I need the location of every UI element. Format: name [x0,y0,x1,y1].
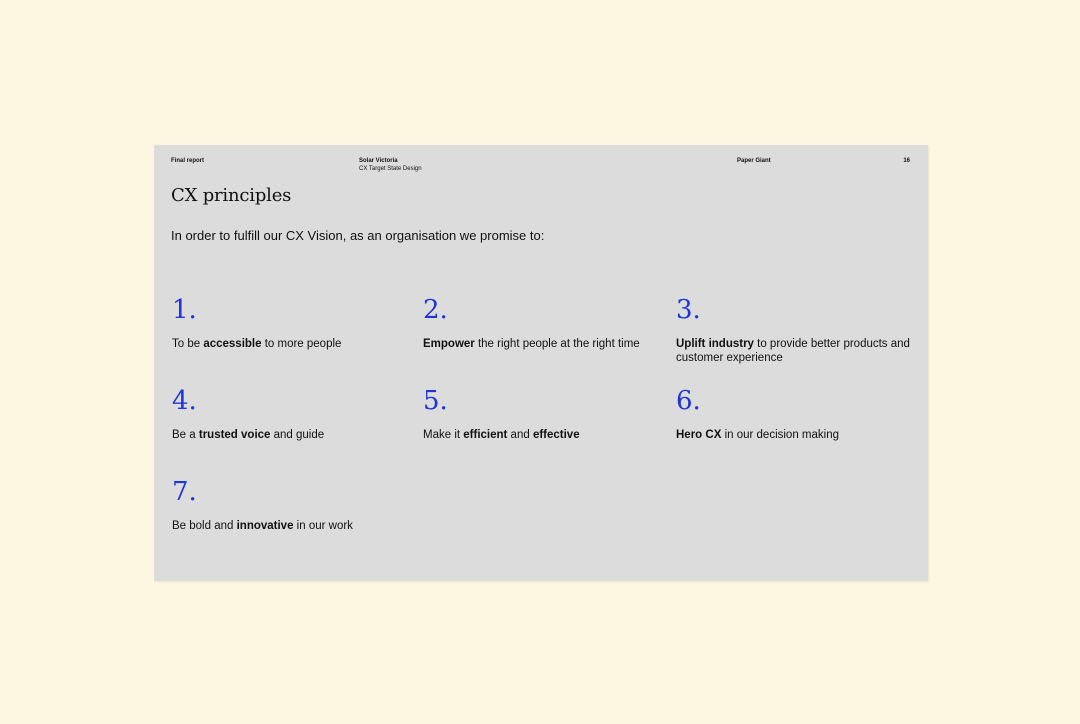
slide [154,145,928,581]
principle-number: 1. [172,295,197,325]
principle-number: 6. [676,386,701,416]
principle-number: 2. [423,295,448,325]
principle-1 [172,295,412,351]
principle-2 [423,295,663,351]
principle-6 [676,386,916,442]
principle-text: Be bold and innovative in our work [172,520,353,532]
page-title: CX principles [171,185,292,206]
report-label: Final report [171,158,205,164]
principle-number: 4. [172,386,197,416]
principle-text: To be accessible to more people [172,338,342,350]
agency-name: Paper Giant [737,158,771,164]
principle-7 [172,477,412,533]
principle-4 [172,386,412,442]
principle-text: Uplift industry to provide better products and customer experience [676,338,910,364]
intro-text: In order to fulfill our CX Vision, as an organisation we promise to: [171,228,545,243]
doc-name: CX Target State Design [359,166,422,172]
project-info [359,157,422,173]
principle-text: Empower the right people at the right time [423,338,640,350]
principle-3 [676,295,916,365]
principle-number: 7. [172,477,197,507]
principle-number: 3. [676,295,701,325]
principle-number: 5. [423,386,448,416]
principle-text: Be a trusted voice and guide [172,429,325,441]
page-number: 16 [903,158,910,164]
principle-text: Hero CX in our decision making [676,429,839,441]
principle-5 [423,386,663,442]
principle-text: Make it efficient and effective [423,429,580,441]
org-name: Solar Victoria [359,158,398,164]
